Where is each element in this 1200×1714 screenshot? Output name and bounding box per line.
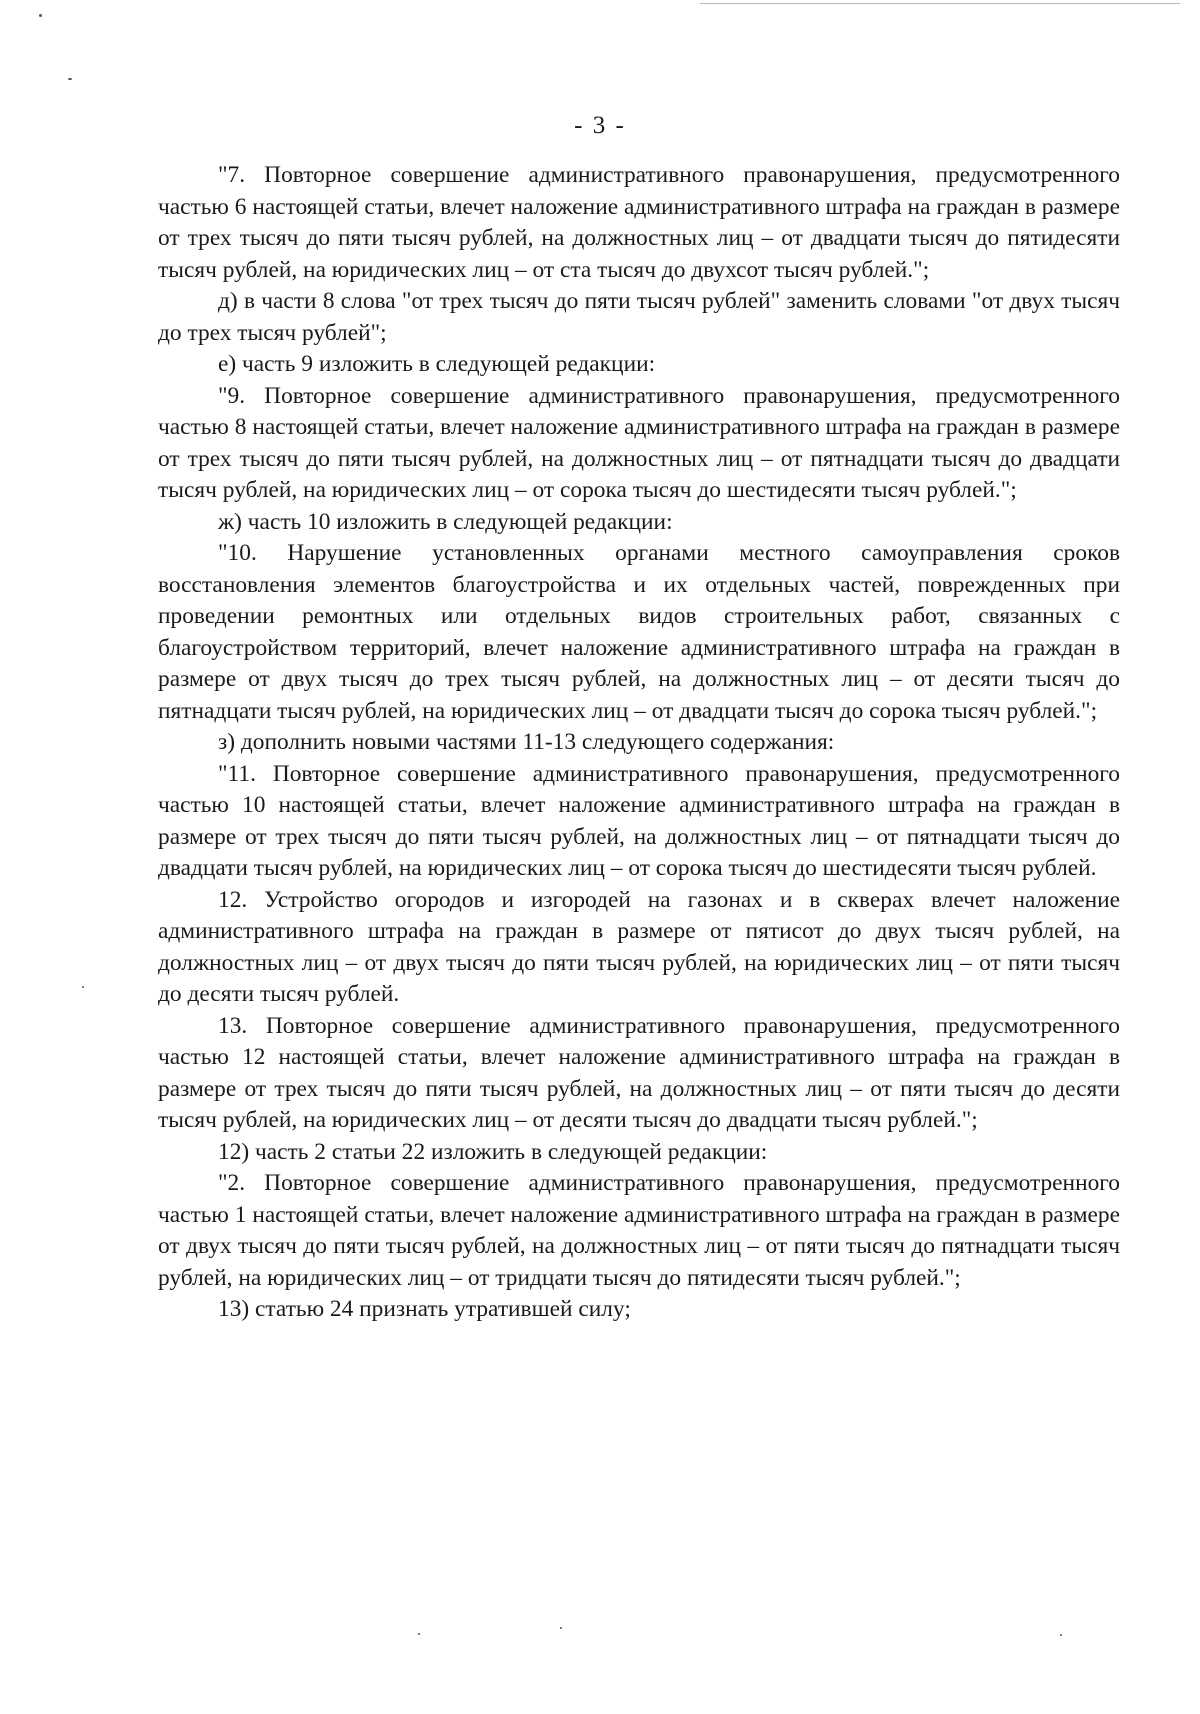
scan-speck (39, 14, 42, 17)
paragraph-item-12: 12) часть 2 статьи 22 изложить в следующей редакции: (218, 1138, 768, 1165)
paragraph-part10-text: "10. Нарушение установленных органами местного самоуправления сроков восстановления элементов благоустройства и их отдельных частей, поврежденных при проведении ремонтных или отдельных видов строительных работ, связанных с благоустройством территорий, влечет наложение административного штрафа на граждан в размере от двух тысяч до трех тысяч рублей, на должностных лиц – от десяти тысяч до пятнадцати тысяч рублей, на юридических лиц – от двадцати тысяч до сорока тысяч рублей."; (158, 540, 1120, 724)
paragraph-article22-part2-text: "2. Повторное совершение административного правонарушения, предусмотренного частью 1 настоящей статьи, влечет наложение административного штрафа на граждан в размере от двух тысяч до пяти тысяч рублей, на должностных лиц – от пяти тысяч до пятнадцати тысяч рублей, на юридических лиц – от тридцати тысяч до пятидесяти тысяч рублей."; (158, 1170, 1120, 1291)
scan-speck (82, 986, 84, 988)
paragraph-part7-text: "7. Повторное совершение административного правонарушения, предусмотренного частью 6 настоящей статьи, влечет наложение административного штрафа на граждан в размере от трех тысяч до пяти тысяч рублей, на должностных лиц – от двадцати тысяч до пятидесяти тысяч рублей, на юридических лиц – от ста тысяч до двухсот тысяч рублей."; (158, 162, 1120, 283)
paragraph-item-13: 13) статью 24 признать утратившей силу; (218, 1296, 631, 1322)
document-body (158, 160, 1120, 1326)
scan-speck (560, 1627, 562, 1629)
paragraph-item-d: д) в части 8 слова "от трех тысяч до пяти тысяч рублей" заменить словами "от двух тысяч до трех тысяч рублей"; (158, 288, 1120, 346)
scan-artifact-line (700, 3, 1180, 4)
paragraph-part13-text: 13. Повторное совершение административного правонарушения, предусмотренного частью 12 настоящей статьи, влечет наложение административного штрафа на граждан в размере от трех тысяч до пяти тысяч рублей, на должностных лиц – от пяти тысяч до десяти тысяч рублей, на юридических лиц – от десяти тысяч до двадцати тысяч рублей."; (158, 1012, 1120, 1133)
paragraph-part11-text: "11. Повторное совершение административного правонарушения, предусмотренного частью 10 настоящей статьи, влечет наложение административного штрафа на граждан в размере от трех тысяч до пяти тысяч рублей, на должностных лиц – от пятнадцати тысяч до двадцати тысяч рублей, на юридических лиц – от сорока тысяч до шестидесяти тысяч рублей. (158, 760, 1120, 881)
paragraph-item-z: з) дополнить новыми частями 11-13 следующего содержания: (218, 729, 835, 755)
paragraph-part9-text: "9. Повторное совершение административного правонарушения, предусмотренного частью 8 настоящей статьи, влечет наложение административного штрафа на граждан в размере от трех тысяч до пяти тысяч рублей, на должностных лиц – от пятнадцати тысяч до двадцати тысяч рублей, на юридических лиц – от сорока тысяч до шестидесяти тысяч рублей."; (158, 382, 1120, 503)
scan-speck (1060, 1634, 1062, 1636)
scan-speck (418, 1633, 420, 1635)
paragraph-part12-text: 12. Устройство огородов и изгородей на газонах и в скверах влечет наложение административного штрафа на граждан в размере от пятисот до двух тысяч рублей, на должностных лиц – от двух тысяч до пяти тысяч рублей, на юридических лиц – от пяти тысяч до десяти тысяч рублей. (158, 886, 1120, 1007)
paragraph-item-zh: ж) часть 10 изложить в следующей редакции: (218, 508, 673, 535)
paragraph-item-e: е) часть 9 изложить в следующей редакции: (218, 351, 656, 377)
scan-speck (68, 78, 72, 80)
page-number: - 3 - (574, 112, 626, 139)
